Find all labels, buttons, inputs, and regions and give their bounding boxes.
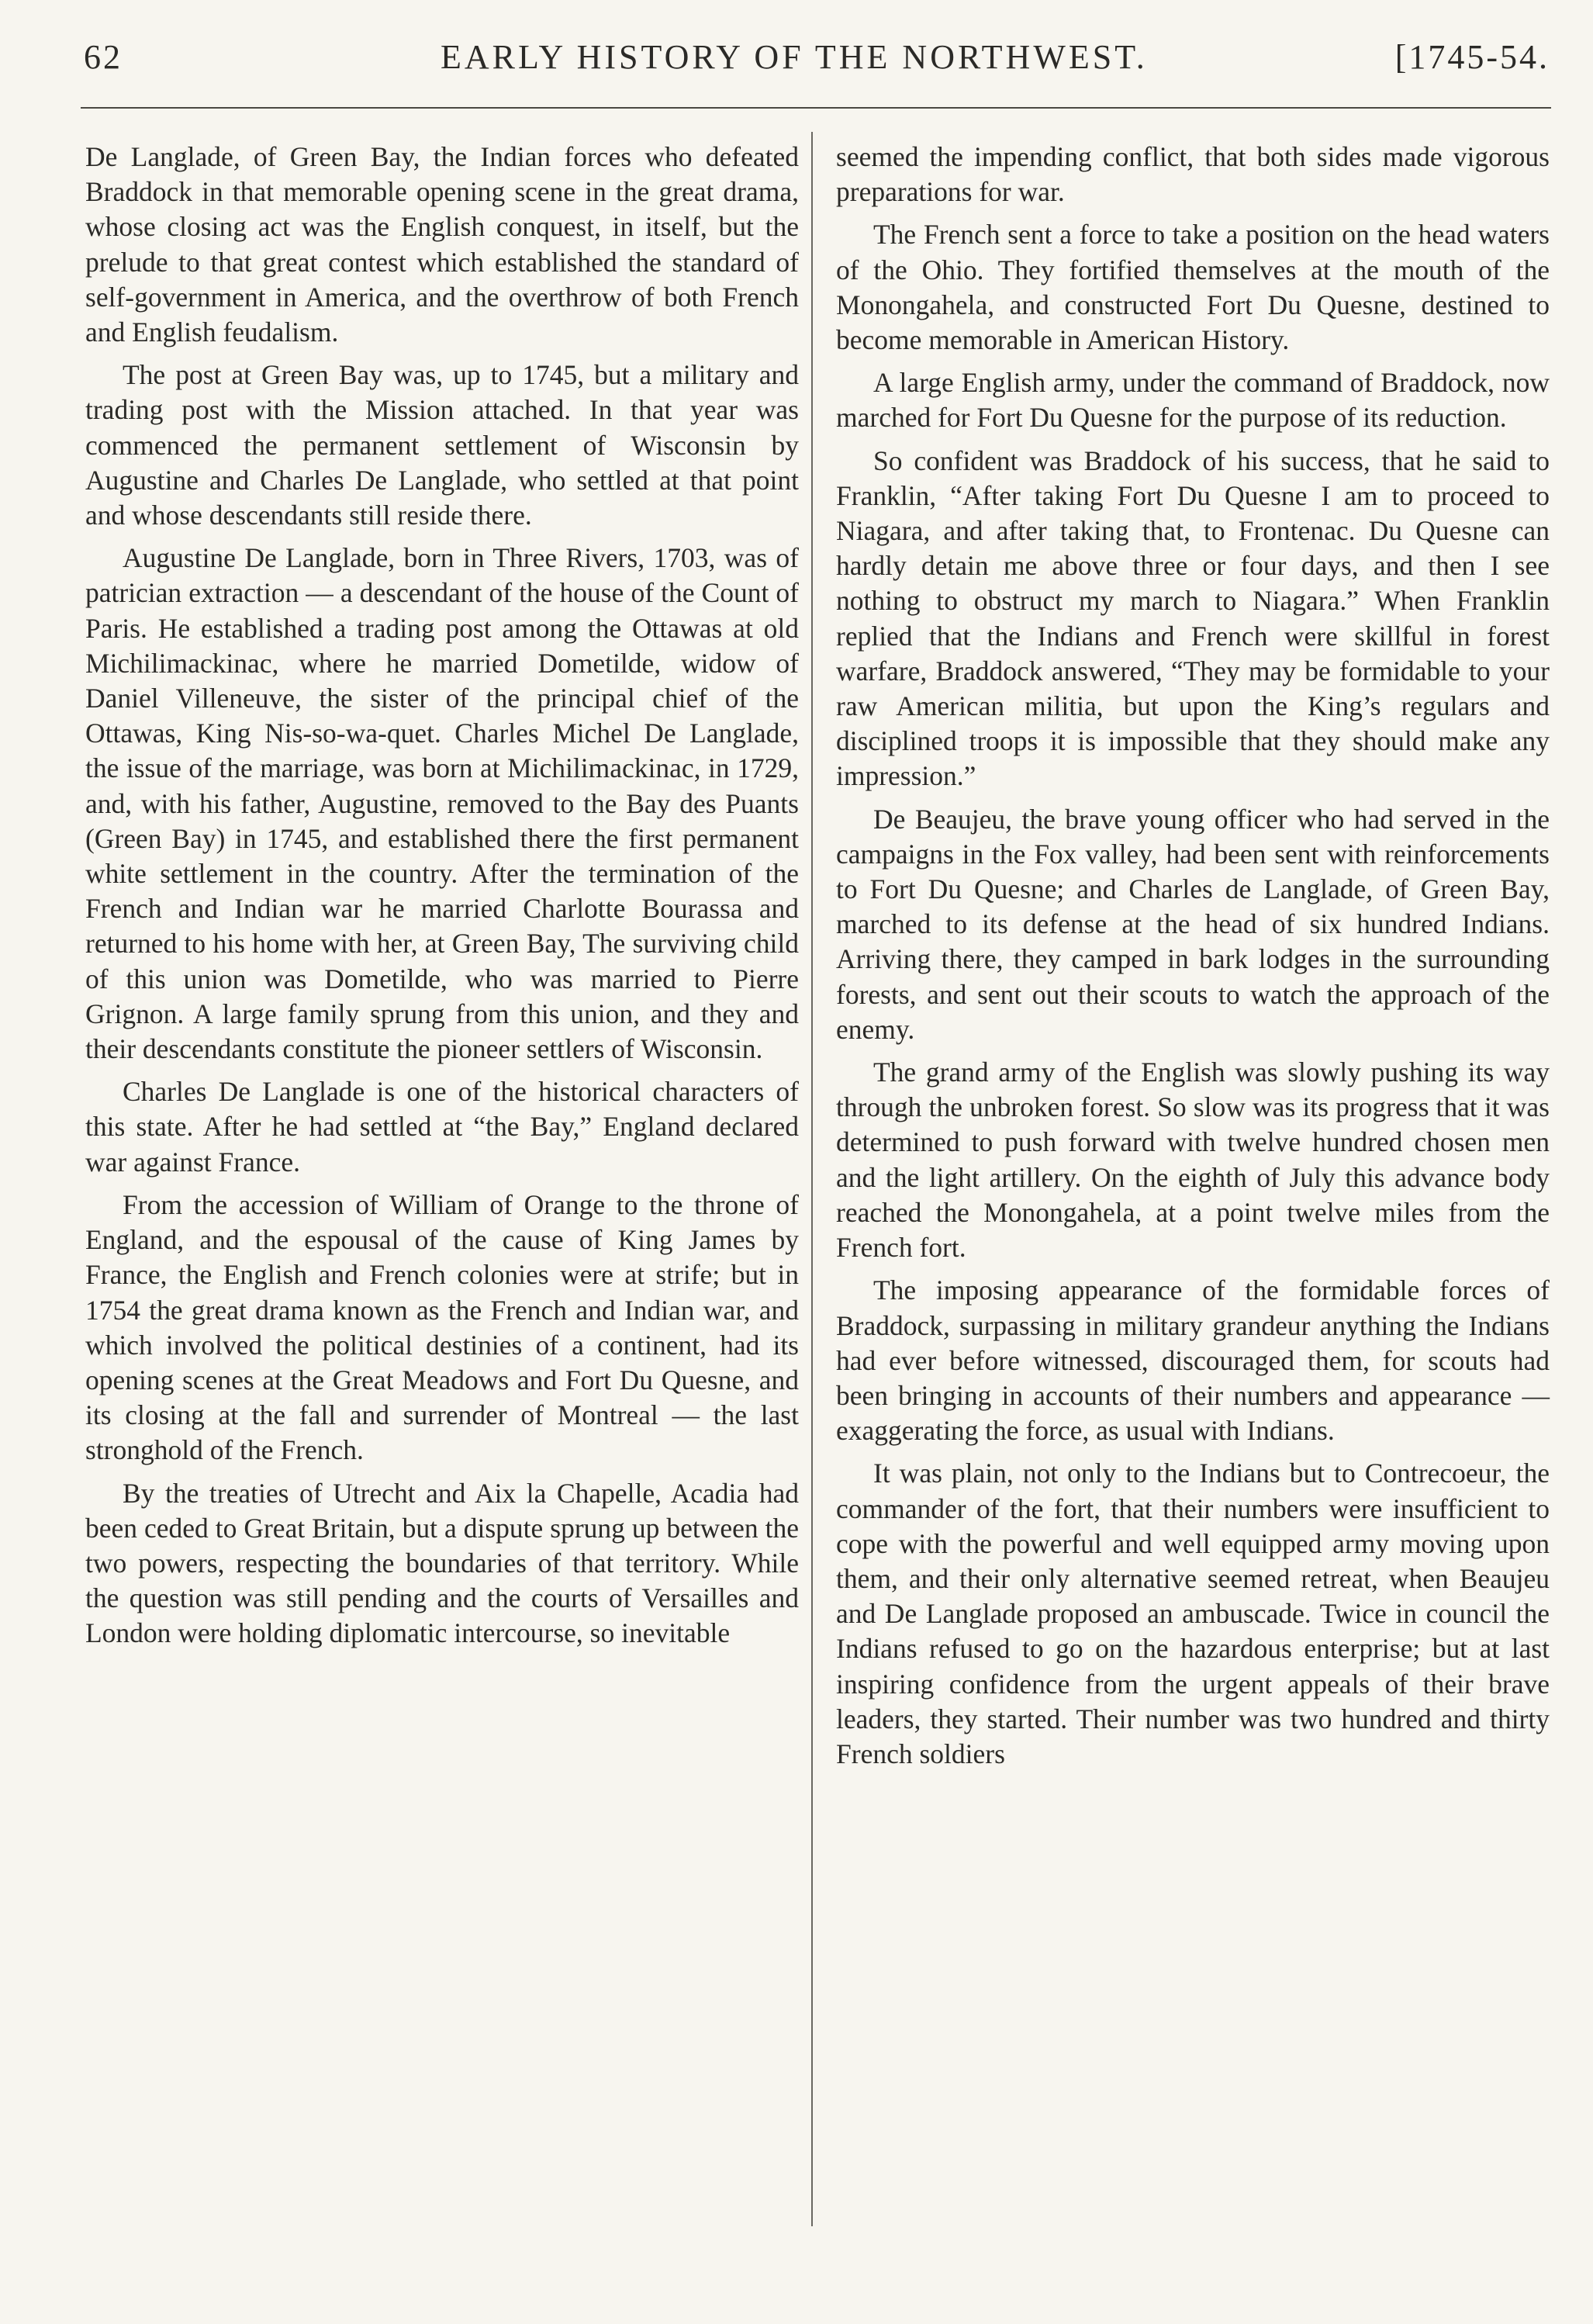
right-column (836, 140, 1550, 1779)
paragraph: The post at Green Bay was, up to 1745, but a military and trading post with the Mission attached. In that year was commenced the permanent settlement of Wisconsin by Augustine and Charles De Langlade, who settled at that point and whose descendants still reside there. (85, 359, 799, 531)
paragraph: The imposing appearance of the formidable forces of Braddock, surpassing in military grandeur anything the Indians had ever before witnessed, discouraged them, for scouts had been bringing in accounts of their numbers and appearance — exaggerating the force, as usual with Indians. (836, 1274, 1550, 1447)
header-rule (81, 107, 1551, 109)
paragraph: It was plain, not only to the Indians but to Contrecoeur, the commander of the fort, that their numbers were insufficient to cope with the powerful and well equipped army moving upon them, and their only alternative seemed retreat, when Beaujeu and De Langlade proposed an ambuscade. Twice in council the Indians refused to go on the hazardous enterprise; but at last inspiring confidence from the urgent appeals of their brave leaders, they started. Their number was two hundred and thirty French soldiers (836, 1458, 1550, 1769)
paragraph: Augustine De Langlade, born in Three Rivers, 1703, was of patrician extraction — a descendant of the house of the Count of Paris. He established a trading post among the Ottawas at old Michilimackinac, where he married Dometilde, widow of Daniel Villeneuve, the sister of the principal chief of the Ottawas, King Nis-so-wa-quet. Charles Michel De Langlade, the issue of the marriage, was born at Michilimackinac, in 1729, and, with his father, Augustine, removed to the Bay des Puants (Green Bay) in 1745, and established there the first permanent white settlement in the country. After the termination of the French and Indian war he married Charlotte Bourassa and returned to his home with her, at Green Bay, The surviving child of this union was Dometilde, who was married to Pierre Grignon. A large family sprung from this union, and they and their descendants constitute the pioneer settlers of Wisconsin. (85, 542, 799, 1065)
date-range: [1745-54. (1394, 38, 1550, 76)
paragraph: seemed the impending conflict, that both sides made vigorous preparations for war. (836, 141, 1550, 208)
page-number: 62 (84, 38, 123, 76)
running-head (84, 37, 1550, 84)
running-title: EARLY HISTORY OF THE NORTHWEST. (441, 38, 1148, 76)
left-column (85, 140, 799, 1659)
paragraph: Charles De Langlade is one of the historical characters of this state. After he had settled at “the Bay,” England declared war against France. (85, 1076, 799, 1178)
paragraph: A large English army, under the command of Braddock, now marched for Fort Du Quesne for the purpose of its reduction. (836, 367, 1550, 434)
paragraph: De Langlade, of Green Bay, the Indian forces who defeated Braddock in that memorable opening scene in the great drama, whose closing act was the English conquest, in itself, but the prelude to that great contest which established the standard of self-government in America, and the overthrow of both French and English feudalism. (85, 141, 799, 348)
column-divider (811, 132, 813, 2226)
paragraph: The grand army of the English was slowly pushing its way through the unbroken forest. So slow was its progress that it was determined to push forward with twelve hundred chosen men and the light artillery. On the eighth of July this advance body reached the Monongahela, at a point twelve miles from the French fort. (836, 1057, 1550, 1264)
paragraph: By the treaties of Utrecht and Aix la Chapelle, Acadia had been ceded to Great Britain, but a dispute sprung up between the two powers, respecting the boundaries of that territory. While the question was still pending and the courts of Versailles and London were holding diplomatic intercourse, so inevitable (85, 1477, 799, 1649)
paragraph: De Beaujeu, the brave young officer who had served in the campaigns in the Fox valley, had been sent with reinforcements to Fort Du Quesne; and Charles de Langlade, of Green Bay, marched to its defense at the head of six hundred Indians. Arriving there, they camped in bark lodges in the surrounding forests, and sent out their scouts to watch the approach of the enemy. (836, 803, 1550, 1045)
paragraph: So confident was Braddock of his success, that he said to Franklin, “After taking Fort Du Quesne I am to proceed to Niagara, and after taking that, to Frontenac. Du Quesne can hardly detain me above three or four days, and then I see nothing to obstruct my march to Niagara.” When Franklin replied that the Indians and French were skillful in forest warfare, Braddock answered, “They may be formidable to your raw American militia, but upon the King’s regulars and disciplined troops it is impossible that they should make any impression.” (836, 444, 1550, 792)
paragraph: From the accession of William of Orange to the throne of England, and the espousal of the cause of King James by France, the English and French colonies were at strife; but in 1754 the great drama known as the French and Indian war, and which involved the political destinies of a continent, had its opening scenes at the Great Meadows and Fort Du Quesne, and its closing at the fall and surrender of Montreal — the last stronghold of the French. (85, 1188, 799, 1466)
paragraph: The French sent a force to take a position on the head waters of the Ohio. They fortified themselves at the mouth of the Monongahela, and constructed Fort Du Quesne, destined to become memorable in American History. (836, 219, 1550, 356)
